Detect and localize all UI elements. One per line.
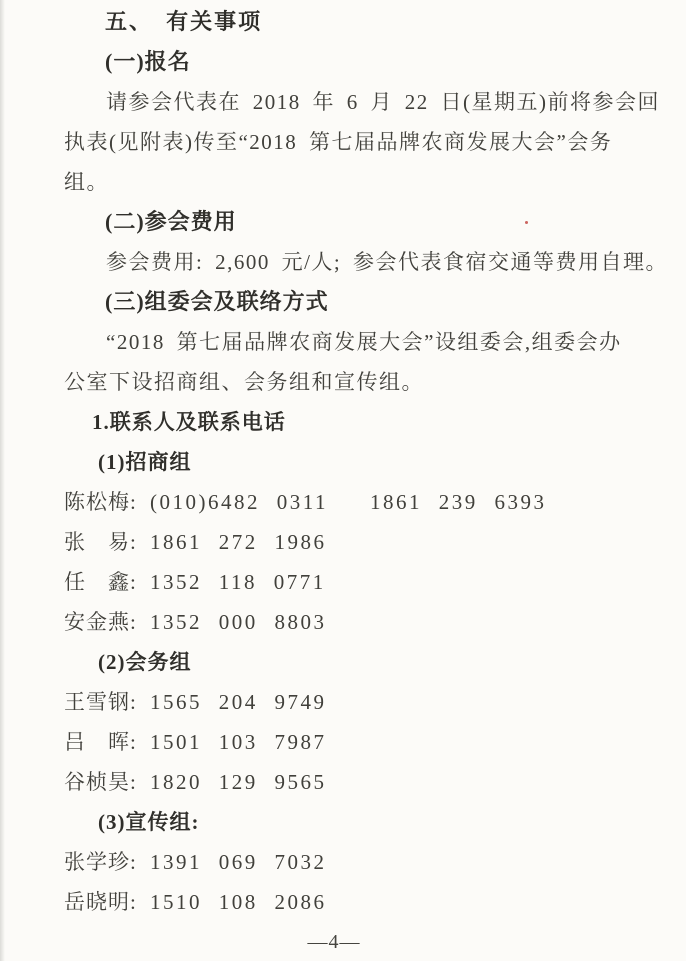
contact-row: [64, 882, 664, 922]
group-2-title: (2)会务组: [98, 650, 192, 674]
page-number: —4—: [307, 931, 361, 953]
paragraph-1-line-1: 请参会代表在 2018 年 6 月 22 日(星期五)前将参会回: [106, 90, 660, 114]
contact-name: 任 鑫:: [64, 570, 137, 594]
paragraph-3-line-1: “2018 第七届品牌农商发展大会”设组委会,组委会办: [106, 330, 622, 354]
contacts-heading: 1.联系人及联系电话: [92, 410, 286, 434]
subsection-3-title: (三)组委会及联络方式: [105, 289, 329, 314]
contact-name: 吕 晖:: [64, 730, 137, 754]
contact-name: 陈松梅:: [64, 490, 137, 514]
contact-row: [64, 722, 664, 762]
contact-phone: 1565 204 9749: [150, 690, 327, 714]
contact-row: [64, 562, 664, 602]
contact-phone: 1861 272 1986: [150, 530, 327, 554]
contact-row: [64, 682, 664, 722]
paragraph-1-line-2: 执表(见附表)传至“2018 第七届品牌农商发展大会”会务: [64, 130, 613, 154]
paragraph-3-line-2: 公室下设招商组、会务组和宣传组。: [64, 370, 424, 394]
contact-row: [64, 842, 664, 882]
contact-phone: (010)6482 0311: [150, 490, 328, 514]
contact-row: [64, 482, 664, 522]
contact-phone: 1352 118 0771: [150, 570, 326, 594]
contact-name: 张学珍:: [64, 850, 137, 874]
contact-phone-2: 1861 239 6393: [369, 490, 547, 514]
contact-name: 岳晓明:: [64, 890, 137, 914]
contact-phone: 1510 108 2086: [150, 890, 327, 914]
scan-speck-artifact: [525, 221, 528, 224]
contact-phone: 1352 000 8803: [150, 610, 327, 634]
contact-row: [64, 522, 664, 562]
contact-phone: 1820 129 9565: [150, 770, 327, 794]
contact-name: 谷桢昊:: [64, 770, 137, 794]
subsection-2-title: (二)参会费用: [105, 209, 237, 234]
paragraph-2: 参会费用: 2,600 元/人; 参会代表食宿交通等费用自理。: [106, 250, 669, 274]
contact-name: 王雪钢:: [64, 690, 137, 714]
contact-name: 张 易:: [64, 530, 137, 554]
group-1-title: (1)招商组: [98, 450, 192, 474]
contact-phone: 1501 103 7987: [150, 730, 327, 754]
contact-phone: 1391 069 7032: [150, 850, 327, 874]
contact-row: [64, 762, 664, 802]
section-title: 五、 有关事项: [105, 9, 263, 34]
paragraph-1-line-3: 组。: [64, 170, 109, 194]
contact-name: 安金燕:: [64, 610, 137, 634]
contact-row: [64, 602, 664, 642]
subsection-1-title: (一)报名: [105, 49, 191, 74]
group-3-title: (3)宣传组:: [98, 810, 200, 834]
